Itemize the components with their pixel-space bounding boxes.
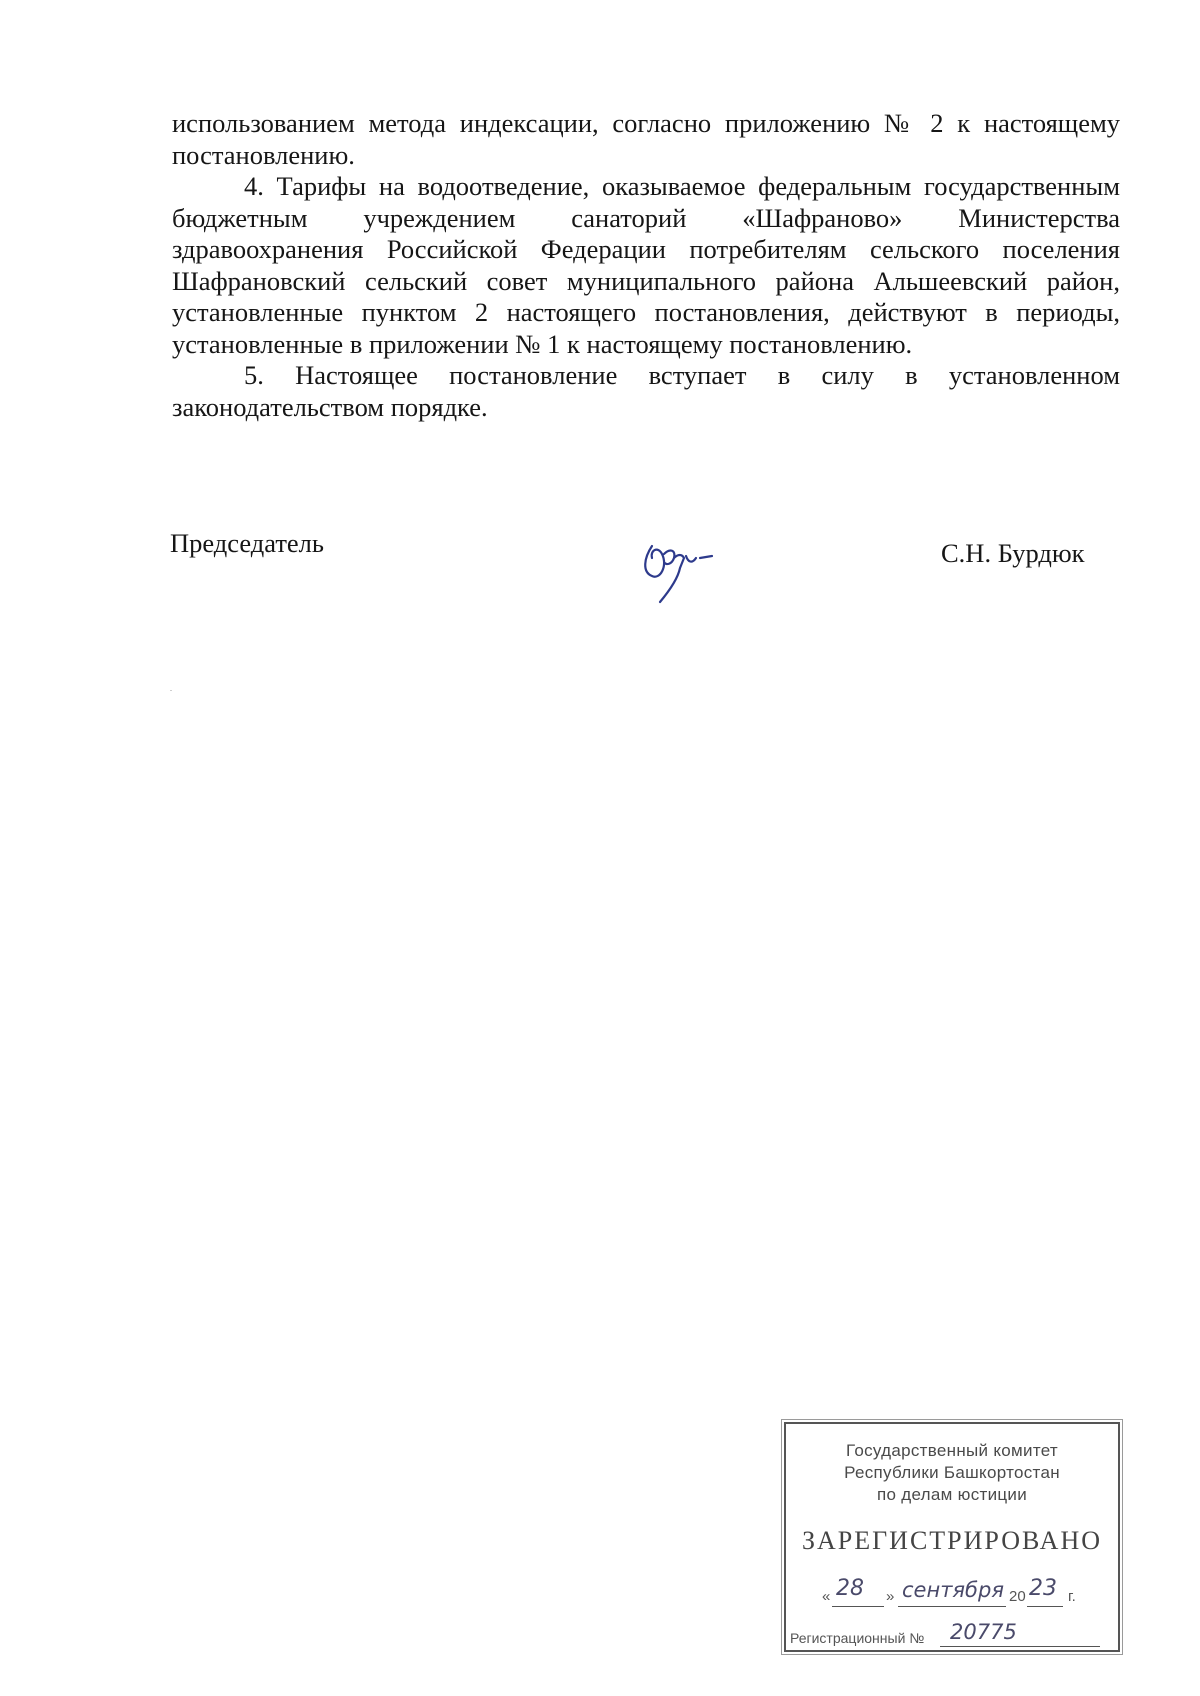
paragraph-continuation: использованием метода индексации, согласно приложению № 2 к настоящему постановлению. [172, 108, 1120, 170]
scan-speck [170, 690, 172, 691]
stamp-org-line: по делам юстиции [876, 1485, 1028, 1504]
stamp-org-line: Государственный комитет [845, 1441, 1059, 1460]
handwritten-signature [630, 528, 730, 608]
stamp-registration [790, 1620, 1110, 1652]
body-text [172, 108, 1120, 423]
stamp-quote-close: » [886, 1588, 895, 1605]
stamp-status: ЗАРЕГИСТРИРОВАНО [802, 1526, 1102, 1555]
signer-name: С.Н. Бурдюк [941, 538, 1085, 568]
stamp-reg-number: 20775 [950, 1620, 1017, 1644]
stamp-year-prefix: 20 [1009, 1588, 1026, 1605]
stamp-reg-label: Регистрационный № [790, 1630, 925, 1646]
stamp-quote-open: « [822, 1588, 831, 1605]
stamp-day: 28 [836, 1576, 864, 1601]
signature-block [0, 528, 1200, 618]
paragraph-item-4: 4. Тарифы на водоотведение, оказываемое федеральным государственным бюджетным учреждением санаторий «Шафраново» Министерства здравоохранения Российской Федерации потребителям сельского поселения Шафрановский сельский совет муниципального района Альшеевский район, установленные пунктом 2 настоящего постановления, действуют в периоды, установленные в приложении № 1 к настоящему постановлению. [172, 171, 1120, 359]
stamp-year-suffix: 23 [1029, 1576, 1057, 1601]
stamp-org-line: Республики Башкортостан [844, 1463, 1060, 1482]
signer-title: Председатель [170, 528, 324, 558]
registration-stamp [784, 1422, 1120, 1652]
paragraph-item-5: 5. Настоящее постановление вступает в силу в установленном законодательством порядке. [172, 360, 1120, 422]
stamp-date [816, 1574, 1116, 1614]
stamp-year-unit: г. [1068, 1588, 1076, 1605]
stamp-month: сентября [902, 1578, 1004, 1602]
stamp-organization [786, 1440, 1118, 1506]
